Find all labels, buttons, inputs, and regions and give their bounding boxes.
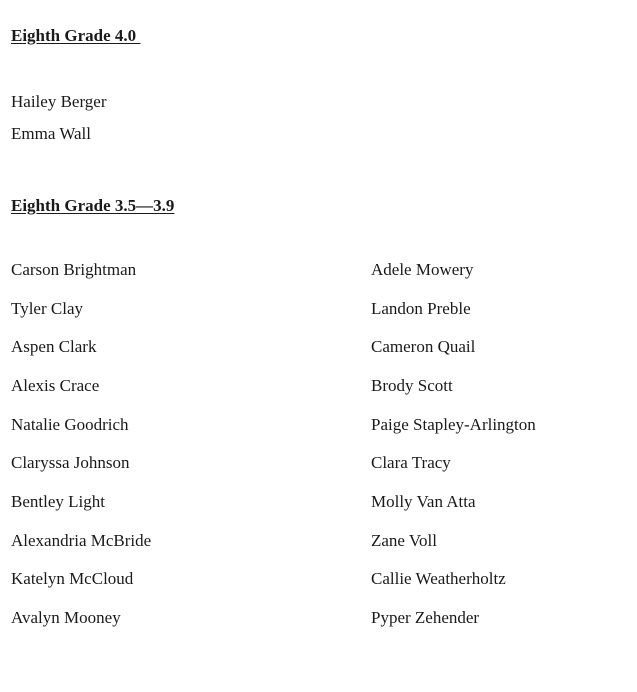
honor-name: Emma Wall <box>11 124 91 143</box>
honor-name: Natalie Goodrich <box>11 415 129 434</box>
honor-name: Paige Stapley-Arlington <box>371 415 536 434</box>
section-heading-3-5-3-9: Eighth Grade 3.5—3.9 <box>11 196 175 215</box>
honor-name: Tyler Clay <box>11 299 83 318</box>
honor-name: Hailey Berger <box>11 92 107 111</box>
honor-name: Avalyn Mooney <box>11 608 121 627</box>
honor-name: Molly Van Atta <box>371 492 476 511</box>
honor-name: Adele Mowery <box>371 260 474 279</box>
honor-name: Zane Voll <box>371 531 437 550</box>
honor-name: Alexandria McBride <box>11 531 152 550</box>
honor-name: Carson Brightman <box>11 260 137 279</box>
honor-name: Aspen Clark <box>11 337 97 356</box>
honor-name: Landon Preble <box>371 299 471 318</box>
honor-name: Brody Scott <box>371 376 453 395</box>
section-heading-4-0: Eighth Grade 4.0 <box>11 26 141 45</box>
honor-name: Katelyn McCloud <box>11 569 134 588</box>
honor-name: Alexis Crace <box>11 376 100 395</box>
honor-name: Cameron Quail <box>371 337 476 356</box>
honor-name: Pyper Zehender <box>371 608 480 627</box>
honor-name: Claryssa Johnson <box>11 453 130 472</box>
honor-name: Callie Weatherholtz <box>371 569 506 588</box>
honor-name: Clara Tracy <box>371 453 451 472</box>
honor-name: Bentley Light <box>11 492 105 511</box>
